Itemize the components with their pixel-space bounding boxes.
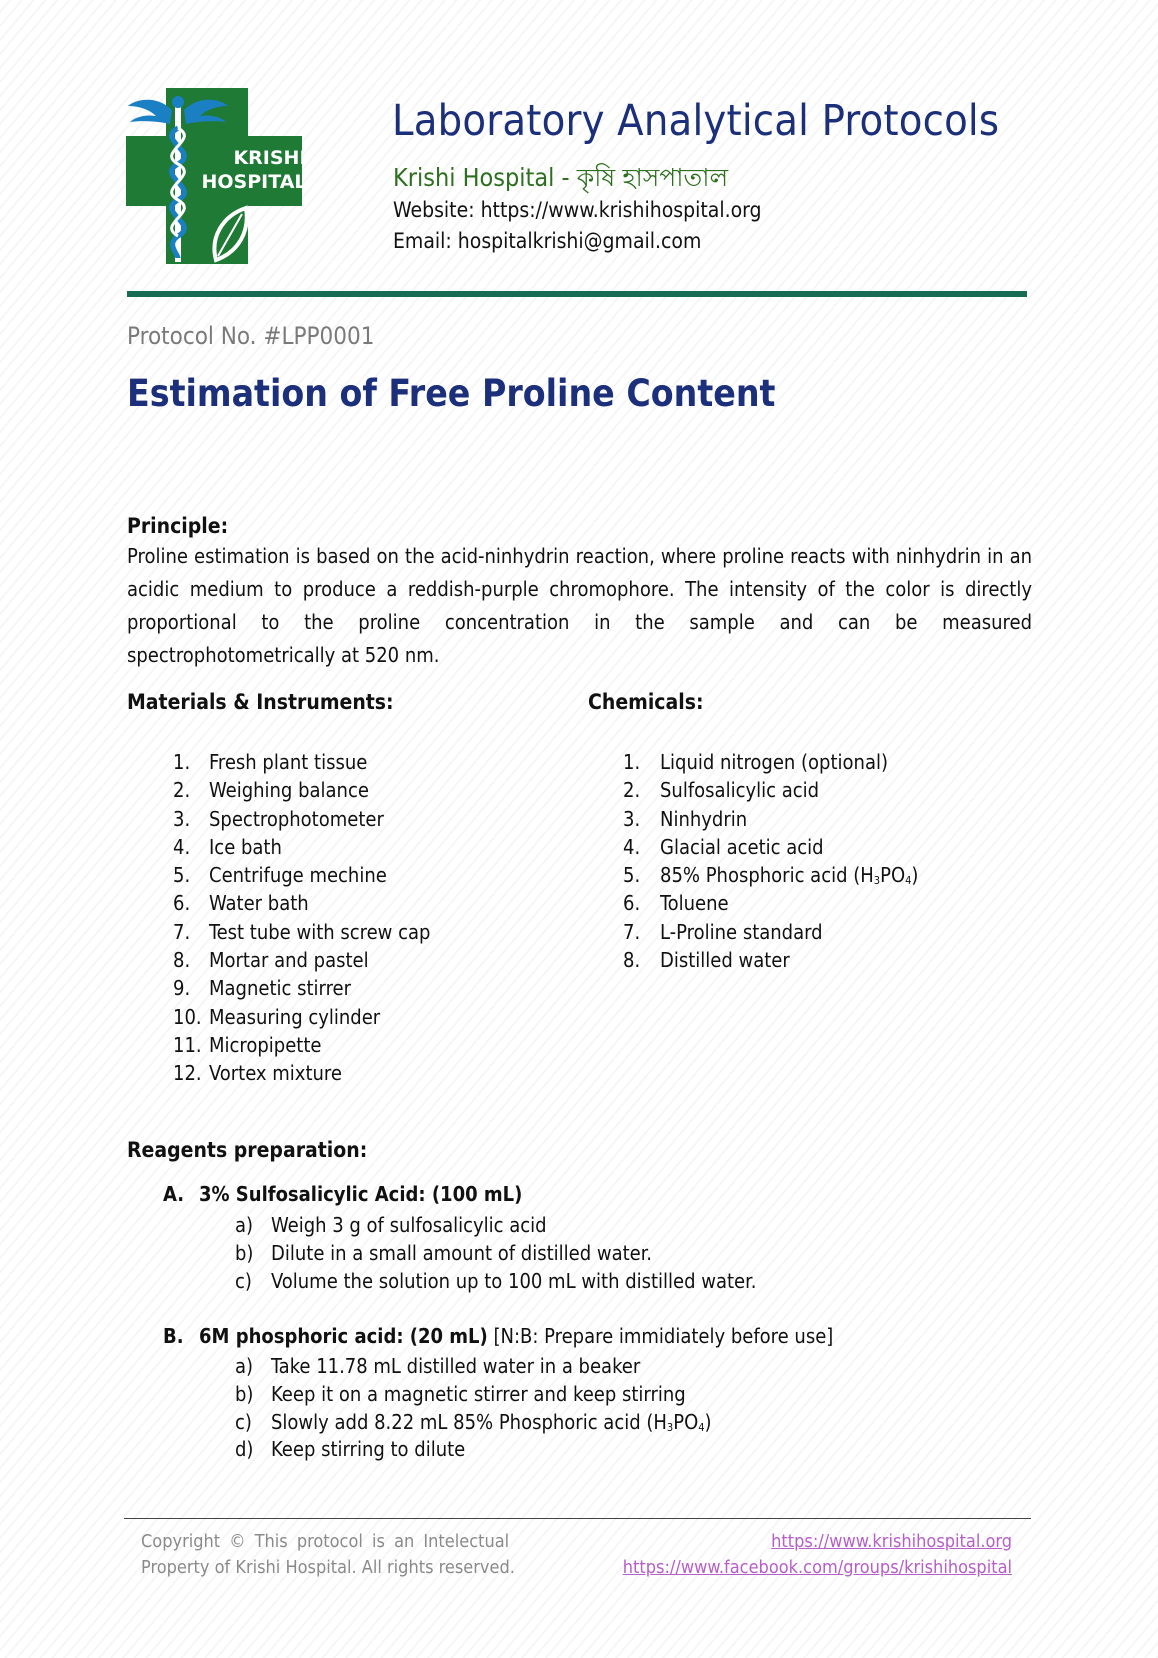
list-item-number: 5. bbox=[623, 863, 641, 888]
list-item bbox=[173, 946, 573, 974]
list-item bbox=[173, 776, 573, 804]
list-item-text: Distilled water bbox=[660, 948, 790, 973]
materials-list bbox=[173, 748, 573, 1088]
list-item-text: Toluene bbox=[660, 891, 729, 916]
materials-heading: Materials & Instruments: bbox=[127, 690, 394, 714]
step-text: Dilute in a small amount of distilled water. bbox=[271, 1240, 652, 1265]
step-label: d) bbox=[235, 1437, 254, 1462]
step-text: Keep stirring to dilute bbox=[271, 1437, 466, 1462]
step-label: b) bbox=[235, 1240, 254, 1265]
list-item-number: 5. bbox=[173, 863, 191, 888]
logo-text-line1: KRISHI bbox=[233, 147, 302, 169]
step-label: c) bbox=[235, 1409, 252, 1434]
header-divider bbox=[127, 291, 1027, 297]
reagent-title: 6M phosphoric acid: (20 mL) bbox=[199, 1324, 488, 1348]
website-text: Website: https://www.krishihospital.org bbox=[393, 198, 762, 222]
list-item bbox=[173, 805, 573, 833]
logo-text-line2: HOSPITAL bbox=[201, 171, 302, 193]
list-item bbox=[623, 805, 1023, 833]
email-text: Email: hospitalkrishi@gmail.com bbox=[393, 229, 702, 253]
list-item-number: 4. bbox=[173, 834, 191, 859]
list-item bbox=[623, 776, 1023, 804]
list-item bbox=[235, 1435, 935, 1463]
list-item-number: 2. bbox=[623, 778, 641, 803]
list-item-text: Sulfosalicylic acid bbox=[660, 778, 820, 803]
reagent-a-steps bbox=[235, 1211, 935, 1294]
list-item bbox=[173, 861, 573, 889]
list-item bbox=[623, 889, 1023, 917]
principle-heading: Principle: bbox=[127, 514, 229, 538]
formula-text: ) bbox=[704, 1409, 712, 1434]
krishi-hospital-logo bbox=[126, 88, 302, 264]
reagents-heading: Reagents preparation: bbox=[127, 1138, 368, 1162]
reagent-a-heading bbox=[163, 1182, 522, 1206]
step-label: a) bbox=[235, 1354, 254, 1378]
list-item-number: 10. bbox=[173, 1004, 202, 1029]
formula-text: Slowly add 8.22 mL 85% Phosphoric acid (H bbox=[271, 1409, 667, 1434]
list-item bbox=[235, 1211, 935, 1239]
chemicals-list bbox=[623, 748, 1023, 974]
reagent-note: [N:B: Prepare immidiately before use] bbox=[493, 1324, 834, 1348]
copyright-line-1: Copyright © This protocol is an Intelectual bbox=[141, 1531, 510, 1552]
list-item-number: 8. bbox=[173, 948, 191, 973]
reagent-letter: B. bbox=[163, 1324, 184, 1348]
footer-divider bbox=[124, 1518, 1031, 1519]
list-item-text: Magnetic stirrer bbox=[209, 976, 352, 1001]
list-item bbox=[623, 748, 1023, 776]
list-item-number: 7. bbox=[173, 919, 191, 944]
list-item-number: 11. bbox=[173, 1032, 202, 1057]
list-item-text: Spectrophotometer bbox=[209, 806, 384, 831]
reagent-title: 3% Sulfosalicylic Acid: (100 mL) bbox=[199, 1182, 523, 1206]
caduceus-leaf-cross-logo-icon bbox=[126, 88, 302, 264]
facebook-group-link[interactable]: https://www.facebook.com/groups/krishihospital bbox=[622, 1557, 1012, 1578]
step-text: Volume the solution up to 100 mL with distilled water. bbox=[271, 1268, 757, 1293]
formula-subscript: 4 bbox=[905, 874, 912, 888]
list-item-number: 4. bbox=[623, 834, 641, 859]
list-item-number: 9. bbox=[173, 976, 191, 1001]
list-item bbox=[235, 1408, 935, 1436]
list-item-text: Centrifuge mechine bbox=[209, 863, 387, 888]
copyright-line-2: Property of Krishi Hospital. All rights reserved. bbox=[141, 1557, 515, 1578]
list-item bbox=[173, 918, 573, 946]
list-item bbox=[235, 1380, 935, 1408]
list-item bbox=[173, 833, 573, 861]
list-item bbox=[173, 889, 573, 917]
step-label: c) bbox=[235, 1268, 252, 1293]
list-item bbox=[173, 974, 573, 1002]
reagent-letter: A. bbox=[163, 1182, 185, 1206]
formula-subscript: 3 bbox=[666, 1420, 674, 1434]
list-item-number: 7. bbox=[623, 919, 641, 944]
list-item-text: Liquid nitrogen (optional) bbox=[660, 750, 888, 774]
list-item-number: 6. bbox=[173, 891, 191, 916]
list-item-text: Vortex mixture bbox=[209, 1061, 342, 1086]
website-link[interactable]: https://www.krishihospital.org bbox=[771, 1531, 1012, 1552]
formula-subscript: 3 bbox=[873, 874, 881, 888]
list-item-text: Water bath bbox=[209, 891, 309, 916]
list-item-number: 3. bbox=[623, 806, 641, 831]
list-item-text: Ice bath bbox=[209, 834, 282, 859]
formula-text: ) bbox=[911, 863, 919, 888]
formula-subscript: 4 bbox=[698, 1420, 705, 1434]
list-item bbox=[623, 861, 1023, 889]
list-item-number: 12. bbox=[173, 1061, 202, 1086]
list-item-number: 1. bbox=[623, 750, 641, 774]
protocol-number: Protocol No. #LPP0001 bbox=[127, 322, 375, 350]
formula-text: PO bbox=[673, 1409, 699, 1434]
list-item bbox=[173, 1003, 573, 1031]
step-label: a) bbox=[235, 1213, 254, 1237]
list-item bbox=[623, 946, 1023, 974]
chemicals-heading: Chemicals: bbox=[588, 690, 704, 714]
step-text: Keep it on a magnetic stirrer and keep stirring bbox=[271, 1381, 686, 1406]
list-item bbox=[235, 1267, 935, 1295]
list-item-text: Fresh plant tissue bbox=[209, 750, 368, 774]
reagent-b-steps bbox=[235, 1352, 935, 1463]
list-item bbox=[623, 833, 1023, 861]
list-item-text: Measuring cylinder bbox=[209, 1004, 381, 1029]
list-item bbox=[173, 1059, 573, 1087]
reagent-b-heading bbox=[163, 1324, 833, 1348]
list-item-text: Test tube with screw cap bbox=[209, 919, 431, 944]
list-item-number: 1. bbox=[173, 750, 191, 774]
list-item bbox=[623, 918, 1023, 946]
document-title: Laboratory Analytical Protocols bbox=[392, 96, 1000, 146]
list-item bbox=[173, 1031, 573, 1059]
list-item-text: Weighing balance bbox=[209, 778, 369, 803]
list-item-number: 8. bbox=[623, 948, 641, 973]
list-item-text: Ninhydrin bbox=[660, 806, 748, 831]
formula-text: PO bbox=[880, 863, 906, 888]
list-item bbox=[235, 1239, 935, 1267]
principle-text: Proline estimation is based on the acid-ninhydrin reaction, where proline reacts with ninhydrin in an acidic medium to produce a reddish-purple chromophore. The intensity of the color is directly proportional to the proline concentration in the sample and can be measured spectrophotometrically at 520 nm. bbox=[127, 544, 1032, 667]
list-item-text: L-Proline standard bbox=[660, 919, 823, 944]
list-item-text: Glacial acetic acid bbox=[660, 834, 824, 859]
step-text: Weigh 3 g of sulfosalicylic acid bbox=[271, 1213, 547, 1237]
list-item bbox=[173, 748, 573, 776]
formula-text: 85% Phosphoric acid (H bbox=[660, 863, 874, 888]
step-label: b) bbox=[235, 1381, 254, 1406]
protocol-title: Estimation of Free Proline Content bbox=[127, 372, 776, 415]
organization-name: Krishi Hospital - কৃষি হাসপাতাল bbox=[393, 163, 729, 192]
list-item-text: Mortar and pastel bbox=[209, 948, 369, 973]
list-item-text: Micropipette bbox=[209, 1032, 322, 1057]
list-item-number: 2. bbox=[173, 778, 191, 803]
list-item-number: 6. bbox=[623, 891, 641, 916]
step-text: Take 11.78 mL distilled water in a beaker bbox=[271, 1354, 641, 1378]
list-item bbox=[235, 1352, 935, 1380]
list-item-number: 3. bbox=[173, 806, 191, 831]
